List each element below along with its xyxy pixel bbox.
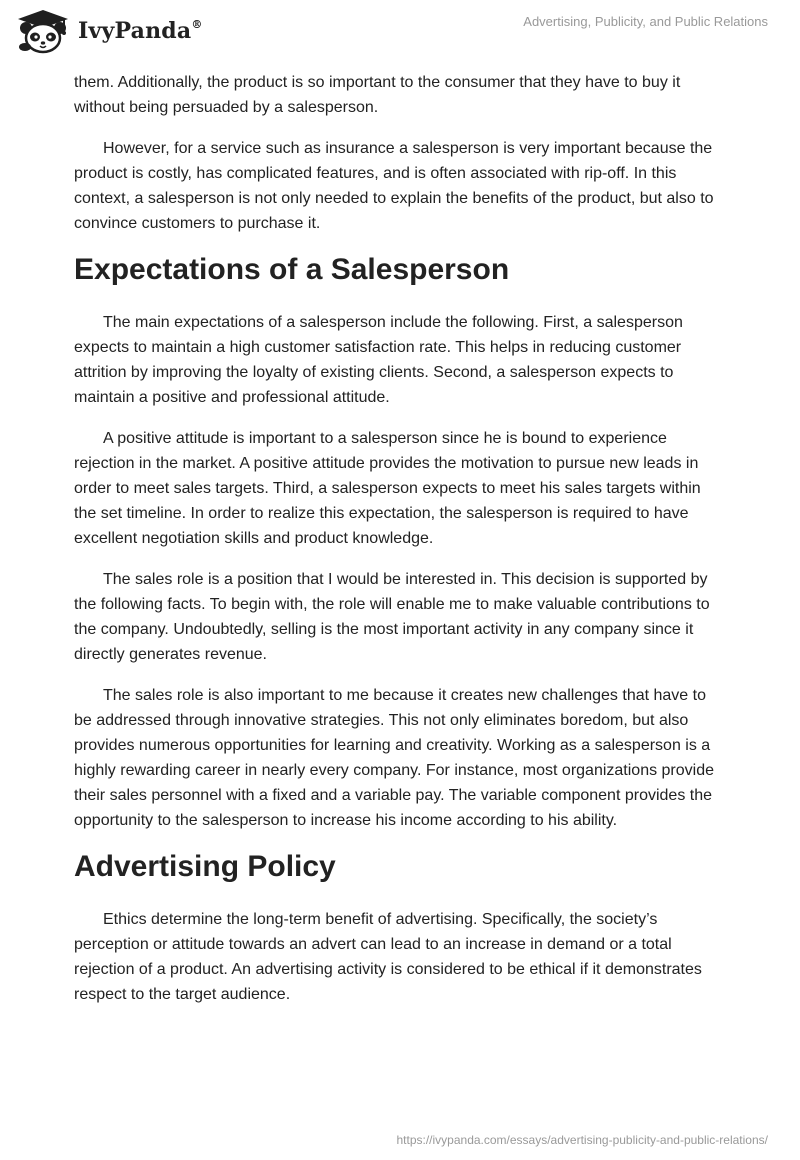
paragraph: Ethics determine the long-term benefit of advertising. Specifically, the society’s perception or attitude towards an advert can lead to an increase in demand or a total rejection of a product. An advertising activity is considered to be ethical if it demonstrates respect to the target audience. (74, 911, 702, 1003)
paragraph: A positive attitude is important to a salesperson since he is bound to experience rejection in the market. A positive attitude provides the motivation to pursue new leads in order to meet sales targets. Third, a salesperson expects to meet his sales targets within the set timeline. In order to realize this expectation, the salesperson is required to have excellent negotiation skills and product knowledge. (74, 430, 701, 547)
paragraph: The sales role is a position that I would be interested in. This decision is supported by the following facts. To begin with, the role will enable me to make valuable contributions to the company. Undoubtedly, selling is the most important activity in any company since it directly generates revenue. (74, 571, 710, 663)
document-title: Advertising, Publicity, and Public Relations (523, 14, 768, 29)
logo[interactable] (14, 8, 203, 54)
brand-name: IvyPanda® (78, 17, 203, 44)
section-heading: Expectations of a Salesperson (74, 253, 510, 286)
paragraph: The main expectations of a salesperson include the following. First, a salesperson expects to maintain a high customer satisfaction rate. This helps in reducing customer attrition by improving the loyalty of existing clients. Second, a salesperson expects to maintain a positive and professional attitude. (74, 314, 683, 406)
source-url[interactable]: https://ivypanda.com/essays/advertising-publicity-and-public-relations/ (396, 1133, 768, 1147)
panda-logo-icon (14, 8, 72, 54)
paragraph: However, for a service such as insurance a salesperson is very important because the product is costly, has complicated features, and is often associated with rip-off. In this context, a salesperson is not only needed to explain the benefits of the product, but also to convince customers to purchase it. (74, 140, 714, 232)
page-header (0, 0, 800, 70)
paragraph: them. Additionally, the product is so important to the consumer that they have to buy it without being persuaded by a salesperson. (74, 74, 681, 116)
paragraph: The sales role is also important to me because it creates new challenges that have to be addressed through innovative strategies. This not only eliminates boredom, but also provides numerous opportunities for learning and creativity. Working as a salesperson is a highly rewarding career in nearly every company. For instance, most organizations provide their sales personnel with a fixed and a variable pay. The variable component provides the opportunity to the salesperson to increase his income according to his ability. (74, 687, 715, 829)
section-heading: Advertising Policy (74, 850, 336, 883)
essay-content (74, 70, 724, 1023)
